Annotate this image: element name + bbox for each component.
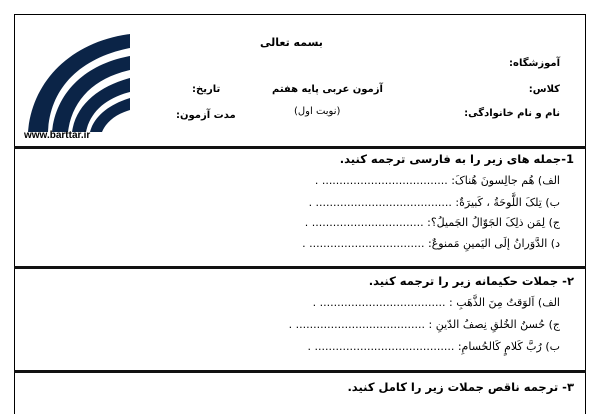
date-label: تاریخ: <box>192 84 221 95</box>
class-label: کلاس: <box>528 84 560 95</box>
question-2-item-a: الف) اَلوَقتُ مِنَ الذَّهَبِ : .................................... . <box>312 296 560 309</box>
duration-label: مدت آزمون: <box>176 110 236 121</box>
section-divider <box>14 266 586 269</box>
school-label: آموزشگاه: <box>509 58 560 69</box>
question-1-item-b: ب) تِلکَ اللَّوحَةُ ، کَبیرَةٌ: ....................................... . <box>308 196 560 209</box>
exam-title: آزمون عربی پایه هفتم <box>272 84 383 95</box>
question-1-item-a: الف) هُم جالِسونَ هُناکَ: .................................... . <box>314 174 560 187</box>
website-url: www.barttar.ir <box>24 130 91 141</box>
question-1-item-d: د) الدَّوَرانُ إلَی الیَمینِ مَمنوعٌ: ................................. . <box>302 237 560 250</box>
question-2-item-b: ب) رُبَّ کَلامٍ کَالحُسامِ: ........................................ . <box>307 340 560 353</box>
bismillah-heading: بسمه تعالی <box>260 36 323 49</box>
question-1-item-c: ج) لِمَن ذلِکَ الجَوّالُ الجَمیلُ؟: ................................ . <box>304 216 560 229</box>
question-3-title: ۳- ترجمه ناقص جملات زیر را کامل کنید. <box>347 380 574 394</box>
question-1-title: 1-جمله های زیر را به فارسی ترجمه کنید. <box>339 152 574 166</box>
section-divider <box>14 370 586 373</box>
question-2-item-c: ج) حُسنُ الخُلقِ نِصفُ الدّینِ : ..................................... . <box>288 318 560 331</box>
barttar-logo-icon <box>20 28 132 134</box>
question-2-title: ۲- جملات حکیمانه زیر را ترجمه کنید. <box>368 274 574 288</box>
section-divider <box>14 146 586 149</box>
exam-round: (نوبت اول) <box>294 106 341 117</box>
name-label: نام و نام خانوادگی: <box>464 108 560 119</box>
